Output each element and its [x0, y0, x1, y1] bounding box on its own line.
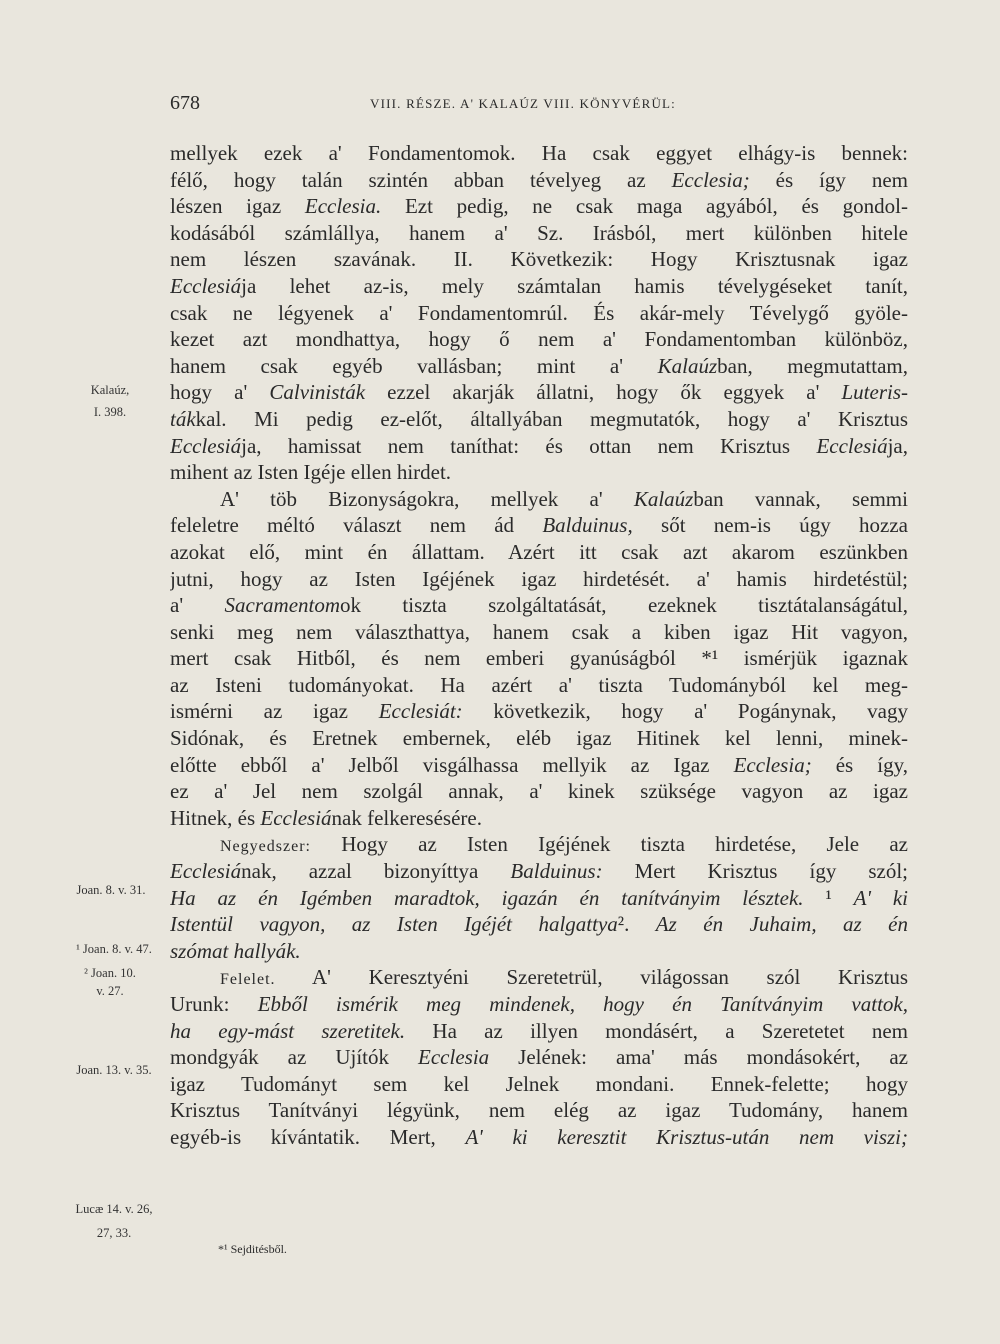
- text-segment: mondgyák az Ujítók: [170, 1045, 419, 1070]
- text-segment: ban, megmutattam,: [717, 353, 908, 378]
- italic-text: Ebből ismérik meg mindenek, hogy én Tanítványim vattok,: [257, 992, 908, 1016]
- text-segment: feleletre méltó választ nem ád: [170, 513, 543, 538]
- text-segment: Ha az illyen mondásért, a Szeretetet nem: [405, 1018, 908, 1043]
- text-segment: nem lészen szavának. II. Következik: Hogy Krisztusnak igaz: [170, 247, 908, 272]
- text-line: [170, 406, 908, 433]
- text-segment: mellyek ezek a' Fondamentomok. Ha csak eggyet elhágy-is bennek:: [170, 141, 908, 165]
- italic-text: Calvinisták: [269, 380, 366, 405]
- text-line: [170, 619, 908, 646]
- text-line: [170, 512, 908, 539]
- text-line: [170, 805, 908, 832]
- text-line: [170, 752, 908, 779]
- italic-text: Ecclesia: [418, 1045, 490, 1070]
- text-line: [170, 885, 908, 912]
- italic-text: Balduinus,: [542, 513, 633, 538]
- text-line: [170, 140, 908, 167]
- text-segment: jutni, hogy az Isten Igéjének igaz hirdetését. a' hamis hirdetéstül;: [170, 566, 908, 591]
- margin-note-text: Joan. 13. v. 35.: [76, 1063, 152, 1077]
- italic-text: Ecclesiá: [816, 433, 888, 458]
- text-segment: Hogy az Isten Igéjének tiszta hirdetése, Jele az: [310, 832, 908, 857]
- small-caps-text: Felelet.: [220, 971, 276, 989]
- text-line: [170, 858, 908, 885]
- text-segment: következik, hogy a' Pogánynak, vagy: [462, 699, 908, 724]
- italic-text: A' ki keresztit Krisztus-után nem viszi;: [465, 1124, 908, 1149]
- text-segment: hogy a': [170, 380, 270, 405]
- running-title: VIII. RÉSZE. A' KALAÚZ VIII. KÖNYVÉRÜL:: [370, 96, 676, 111]
- margin-note-kalauz: [60, 379, 160, 423]
- text-line: [170, 938, 908, 965]
- text-segment: és így,: [811, 752, 908, 777]
- text-segment: ban vannak, semmi: [693, 486, 908, 511]
- text-line: [170, 1018, 908, 1045]
- text-segment: Krisztus Tanítványi légyünk, nem elég az igaz Tudomány, hanem: [170, 1098, 908, 1123]
- margin-note-text: ¹ Joan. 8. v. 47.: [76, 942, 152, 956]
- text-segment: ezzel akarják állatni, hogy ők eggyek a': [365, 380, 842, 405]
- italic-text: Ecclesia.: [304, 194, 382, 219]
- italic-text: Ecclesiá: [170, 433, 242, 458]
- text-segment: A' töb Bizonyságokra, mellyek a': [220, 486, 634, 511]
- page-number: 678: [170, 92, 200, 114]
- text-line: [170, 1044, 908, 1071]
- body-text: [170, 140, 908, 1151]
- italic-text: Az én Juhaim, az én: [655, 912, 908, 937]
- text-line: [170, 486, 908, 513]
- text-segment: Urunk:: [170, 992, 258, 1016]
- text-segment: ja,: [887, 433, 908, 458]
- margin-note-joan-8-47: [55, 942, 173, 957]
- text-segment: igaz Tudományt sem kel Jelnek mondani. Ennek-felette; hogy: [170, 1071, 908, 1096]
- text-line: [170, 911, 908, 938]
- text-segment: kal. Mi pedig ez-előt, általlyában megmutatók, hogy a' Krisztus: [195, 406, 908, 431]
- text-segment: ok tiszta szolgáltatását, ezeknek tisztátalanságátul,: [340, 593, 908, 618]
- text-line: [170, 991, 908, 1018]
- italic-text: Sacramentom: [224, 593, 341, 618]
- text-line: [170, 379, 908, 406]
- text-segment: kezet azt mondhattya, hogy ő nem a' Fondamentomban különböz,: [170, 327, 908, 352]
- text-line: [170, 273, 908, 300]
- italic-text: Balduinus:: [510, 859, 603, 884]
- text-line: [170, 725, 908, 752]
- text-line: [170, 672, 908, 699]
- margin-note-text: Kalaúz, I. 398.: [90, 383, 130, 419]
- text-line: [170, 1124, 908, 1151]
- text-segment: sőt nem-is úgy hozza: [632, 513, 908, 538]
- italic-text: Ecclesia;: [671, 167, 750, 192]
- italic-text: Ecclesiá: [170, 859, 242, 884]
- text-segment: nak, azzal bizonyíttya: [241, 859, 511, 884]
- text-segment: azokat elő, mint én állattam. Azért itt csak azt akarom eszünkben: [170, 539, 908, 564]
- margin-note-text: Joan. 8. v. 31.: [76, 883, 146, 897]
- small-caps-text: Negyedszer:: [220, 838, 311, 856]
- text-segment: ¹: [803, 885, 854, 910]
- text-segment: mihent az Isten Igéje ellen hirdet.: [170, 460, 452, 485]
- text-segment: félő, hogy talán szintén abban tévelyeg az: [170, 167, 672, 192]
- text-segment: A' Keresztyéni Szeretetrül, világossan szól Krisztus: [275, 965, 908, 990]
- margin-note-text: ² Joan. 10. v. 27.: [84, 966, 136, 998]
- text-segment: ².: [617, 912, 656, 937]
- italic-text: Istentül vagyon, az Isten Igéjét halgattya: [170, 912, 618, 937]
- text-segment: ja lehet az-is, mely számtalan hamis tévelygéseket tanít,: [241, 273, 908, 298]
- text-segment: ismérni az igaz: [170, 699, 379, 724]
- text-line: [170, 592, 908, 619]
- text-line: [170, 353, 908, 380]
- italic-text: ha egy-mást szeretitek.: [170, 1018, 406, 1043]
- text-segment: Sidónak, és Eretnek embernek, eléb igaz Hitinek kel lenni, minek-: [170, 726, 908, 751]
- text-segment: és így nem: [749, 167, 908, 192]
- text-line: [170, 220, 908, 247]
- text-segment: Hitnek, és: [170, 805, 261, 830]
- text-segment: kodásából számlállya, hanem a' Sz. Irásból, mert különben hitele: [170, 220, 908, 245]
- text-segment: senki meg nem választhattya, hanem csak a kiben igaz Hit vagyon,: [170, 619, 908, 644]
- italic-text: szómat hallyák.: [170, 938, 301, 963]
- italic-text: Kalaúz: [633, 486, 694, 511]
- text-segment: egyéb-is kívántatik. Mert,: [170, 1124, 466, 1149]
- text-segment: előtte ebből a' Jelből visgálhassa mellyik az Igaz: [170, 752, 734, 777]
- text-line: [170, 698, 908, 725]
- text-line: [170, 1097, 908, 1124]
- text-segment: a': [170, 593, 225, 618]
- italic-text: Ecclesia;: [733, 752, 812, 777]
- text-segment: mert csak Hitből, és nem emberi gyanúságból *¹ ismérjük igaznak: [170, 646, 908, 671]
- text-segment: hanem csak egyéb vallásban; mint a': [170, 353, 658, 378]
- text-segment: Jelének: ama' más mondásokért, az: [489, 1045, 908, 1070]
- text-line: [170, 246, 908, 273]
- text-segment: nak felkeresésére.: [331, 805, 482, 830]
- text-line: [170, 539, 908, 566]
- text-line: [170, 193, 908, 220]
- text-line: [170, 566, 908, 593]
- italic-text: ták: [170, 406, 196, 431]
- page-header: [170, 92, 910, 122]
- margin-note-joan-13-35: [55, 1063, 173, 1078]
- text-line: [170, 1071, 908, 1098]
- margin-note-joan-8-31: [55, 883, 167, 898]
- footnote: *¹ Sejditésből.: [218, 1242, 287, 1256]
- text-segment: Ezt pedig, ne csak maga agyából, és gondol-: [381, 194, 908, 219]
- text-segment: lészen igaz: [170, 194, 305, 219]
- margin-note-lucae-14: [55, 1197, 173, 1245]
- text-line: [170, 459, 908, 486]
- text-line: [170, 645, 908, 672]
- text-line: [170, 831, 908, 858]
- text-line: [170, 964, 908, 991]
- text-segment: ja, hamissat nem taníthat: és ottan nem Krisztus: [241, 433, 817, 458]
- italic-text: Ecclesiát:: [378, 699, 463, 724]
- text-segment: az Isteni tudományokat. Ha azért a' tiszta Tudományból kel meg-: [170, 672, 908, 697]
- italic-text: A' ki: [853, 885, 908, 910]
- italic-text: Ecclesiá: [170, 273, 242, 298]
- text-line: [170, 300, 908, 327]
- text-line: [170, 433, 908, 460]
- text-line: [170, 167, 908, 194]
- text-line: [170, 778, 908, 805]
- margin-note-text: Lucæ 14. v. 26, 27, 33.: [75, 1202, 153, 1240]
- italic-text: Ecclesiá: [260, 805, 332, 830]
- text-segment: ez a' Jel nem szolgál annak, a' kinek szüksége vagyon az igaz: [170, 779, 908, 804]
- italic-text: Ha az én Igémben maradtok, igazán én tanítványim lésztek.: [170, 885, 804, 910]
- italic-text: Kalaúz: [657, 353, 718, 378]
- margin-note-joan-10-27: [60, 964, 160, 1000]
- text-segment: csak ne légyenek a' Fondamentomrúl. És akár-mely Tévelygő gyöle-: [170, 300, 908, 325]
- text-segment: Mert Krisztus így szól;: [602, 859, 908, 884]
- italic-text: Luteris-: [841, 380, 908, 405]
- text-line: [170, 326, 908, 353]
